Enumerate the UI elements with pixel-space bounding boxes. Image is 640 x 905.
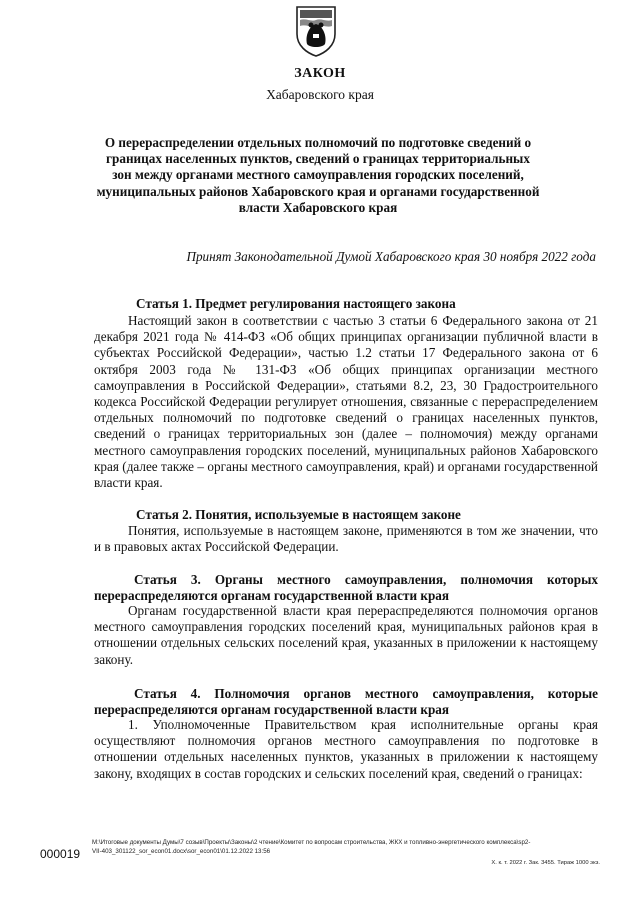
article-1-paragraph: Настоящий закон в соответствии с частью 3 статьи 6 Федерального закона от 21 декабря 2021 года № 414-ФЗ «Об общих принципах организации публичной власти в субъектах Российской Федерации», частью 1.2 статьи 17 Федерального закона от 6 октября 2003 года № 131-ФЗ «Об общих принципах организации местного самоуправления в Российской Федерации», статьями 8.2, 23, 30 Градостроительного кодекса Российской Федерации регулирует отношения, связанные с перераспределением отдельных полномочий по подготовке сведений о границах населенных пунктов, сведений о границах территориальных зон (далее – полномочия) между органами местного самоуправления городских поселений, муниципальных районов Хабаровского края (далее также – органы местного самоуправления, край) и органами государственной власти края.	[94, 313, 598, 491]
article-1-title: Статья 1. Предмет регулирования настоящего закона	[136, 296, 456, 311]
article-2-title: Статья 2. Понятия, используемые в настоящем законе	[136, 507, 461, 522]
file-path-line-1: M:\Итоговые документы Думы\7 созыв\Проекты\Законы\2 чтение\Комитет по вопросам строительства, ЖКХ и топливно-энергетического комплекса\sp2-	[92, 839, 531, 846]
article-3-paragraph: Органам государственной власти края перераспределяются полномочия органов местного самоуправления городских поселений края, муниципальных районов края в отношении отдельных сельских поселений края, указанных в приложении к настоящему закону.	[94, 603, 598, 667]
file-path	[92, 838, 612, 856]
law-title: ЗАКОН	[294, 66, 346, 81]
article-4-title: Статья 4. Полномочия органов местного самоуправления, которые перераспределяются органам государственной власти края	[94, 686, 598, 717]
khabarovsk-coat-of-arms-icon	[291, 4, 341, 58]
document-number: 000019	[40, 847, 81, 861]
law-region: Хабаровского края	[266, 87, 374, 102]
article-2-paragraph: Понятия, используемые в настоящем законе, применяются в том же значении, что и в правовых актах Российской Федерации.	[94, 523, 598, 555]
law-heading: О перераспределении отдельных полномочий по подготовке сведений о границах населенных пунктов, сведений о границах территориальных зон между органами местного самоуправления городских поселений, муниципальных районов Хабаровского края и органами государственной власти Хабаровского края	[96, 135, 540, 215]
print-info: Х. к. т. 2022 г. Зак. 3455. Тираж 1000 экз.	[491, 860, 600, 866]
article-3-title: Статья 3. Органы местного самоуправления, полномочия которых перераспределяются органам государственной власти края	[94, 572, 598, 603]
adoption-note: Принят Законодательной Думой Хабаровского края 30 ноября 2022 года	[186, 249, 596, 264]
article-4-paragraph: 1. Уполномоченные Правительством края исполнительные органы края осуществляют полномочия органов местного самоуправления по подготовке в отношении отдельных населенных пунктов, указанных в приложении к настоящему закону, входящих в состав городских и сельских поселений края, сведений о границах:	[94, 717, 598, 781]
file-path-line-2: VII-403_301122_sor_econ01.docx\sor_econ01\01.12.2022 13:56	[92, 848, 271, 855]
